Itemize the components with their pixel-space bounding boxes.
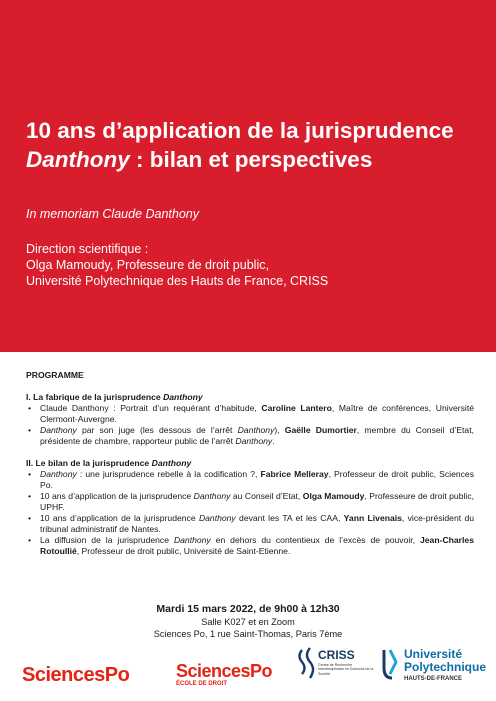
list-item — [26, 535, 474, 557]
list-item — [26, 469, 474, 491]
uphf-line-1: Université — [404, 647, 463, 661]
list-item — [26, 403, 474, 425]
case-name: Danthony — [40, 425, 77, 435]
item-text: . — [272, 436, 275, 446]
item-text: : une jurisprudence rebelle à la codification ?, — [76, 469, 261, 479]
item-text: 10 ans d’application de la jurisprudence — [40, 491, 194, 501]
direction-person: Olga Mamoudy, Professeure de droit public, — [26, 258, 269, 272]
speaker-name: Fabrice Melleray — [260, 469, 329, 479]
speaker-name: Gaëlle Dumortier — [284, 425, 357, 435]
item-text: , Professeur de droit public, Sciences Po. — [40, 469, 475, 490]
item-text: , Professeure de droit public, UPHF. — [40, 491, 474, 512]
sciencespo-droit-wordmark: SciencesPo — [176, 661, 273, 681]
case-name: Danthony — [193, 491, 231, 501]
event-address: Sciences Po, 1 rue Saint-Thomas, Paris 7ème — [153, 629, 343, 639]
item-text: au Conseil d’Etat, — [230, 491, 303, 501]
uphf-line-3: HAUTS-DE-FRANCE — [404, 676, 462, 682]
programme-heading: PROGRAMME — [26, 370, 84, 380]
sciencespo-ecole-de-droit-logo — [176, 662, 272, 688]
criss-mark-icon — [296, 646, 318, 682]
item-text: , vice-président du tribunal administratif de Nantes. — [40, 513, 474, 534]
section-1-list — [26, 403, 474, 447]
event-room: Salle K027 et en Zoom — [201, 617, 295, 627]
item-text: en dehors du contentieux de l’excès de pouvoir, — [210, 535, 420, 545]
direction-label: Direction scientifique : — [26, 242, 149, 256]
speaker-name: Jean-Charles Rotoullié — [40, 535, 474, 556]
section-2-list — [26, 469, 474, 557]
section-2-title-text: II. Le bilan de la jurisprudence — [26, 458, 152, 468]
case-name: Danthony — [237, 425, 275, 435]
speaker-name: Caroline Lantero — [261, 403, 332, 413]
scientific-direction — [26, 241, 328, 289]
item-text: , membre du Conseil d’Etat, présidente de chambre, rapporteur public de l’arrêt — [40, 425, 474, 446]
item-text: devant les TA et les CAA, — [235, 513, 344, 523]
list-item — [26, 491, 474, 513]
item-text: ), — [274, 425, 285, 435]
item-text: La diffusion de la jurisprudence — [40, 535, 174, 545]
title-text-end: : bilan et perspectives — [129, 147, 373, 172]
title-italic: Danthony — [26, 147, 130, 172]
uphf-line-2: Polytechnique — [404, 660, 487, 674]
case-name: Danthony — [173, 535, 211, 545]
section-1-title-italic: Danthony — [163, 392, 203, 402]
uphf-wordmark — [404, 648, 486, 684]
case-name: Danthony — [235, 436, 273, 446]
case-name: Danthony — [198, 513, 236, 523]
memoriam-subtitle: In memoriam Claude Danthony — [26, 207, 199, 221]
item-text: Claude Danthony : Portrait d’un requérant d’habitude, — [40, 403, 262, 413]
programme — [26, 370, 474, 557]
case-name: Danthony — [40, 469, 77, 479]
criss-logo — [296, 646, 376, 686]
section-2-title — [26, 458, 474, 469]
partner-logos — [0, 640, 496, 701]
event-date: Mardi 15 mars 2022, de 9h00 à 12h30 — [156, 603, 340, 615]
section-1-title — [26, 392, 474, 403]
item-text: 10 ans d’application de la jurisprudence — [40, 513, 199, 523]
criss-wordmark: CRISS — [318, 648, 355, 662]
list-item — [26, 513, 474, 535]
section-1-title-text: I. La fabrique de la jurisprudence — [26, 392, 164, 402]
criss-description: Centre de Recherche Interdisciplinaire en Sciences de la Société — [318, 663, 374, 676]
event-details — [0, 602, 496, 640]
ecole-de-droit-label: ÉCOLE DE DROIT — [176, 681, 228, 687]
direction-organization: Université Polytechnique des Hauts de France, CRISS — [26, 274, 329, 288]
item-text: par son juge (les dessous de l’arrêt — [76, 425, 238, 435]
uphf-mark-icon — [380, 648, 400, 682]
uphf-logo — [380, 646, 490, 696]
section-2-title-italic: Danthony — [151, 458, 192, 468]
list-item — [26, 425, 474, 447]
item-text: , Professeur de droit public, Université de Saint-Etienne. — [76, 546, 291, 556]
speaker-name: Yann Livenais — [343, 513, 402, 523]
page-title — [26, 116, 476, 174]
sciencespo-logo: SciencesPo — [22, 664, 130, 686]
speaker-name: Olga Mamoudy — [302, 491, 365, 501]
item-text: , Maître de conférences, Université Clermont-Auvergne. — [40, 403, 474, 424]
title-text: 10 ans d’application de la jurisprudence — [26, 118, 454, 143]
